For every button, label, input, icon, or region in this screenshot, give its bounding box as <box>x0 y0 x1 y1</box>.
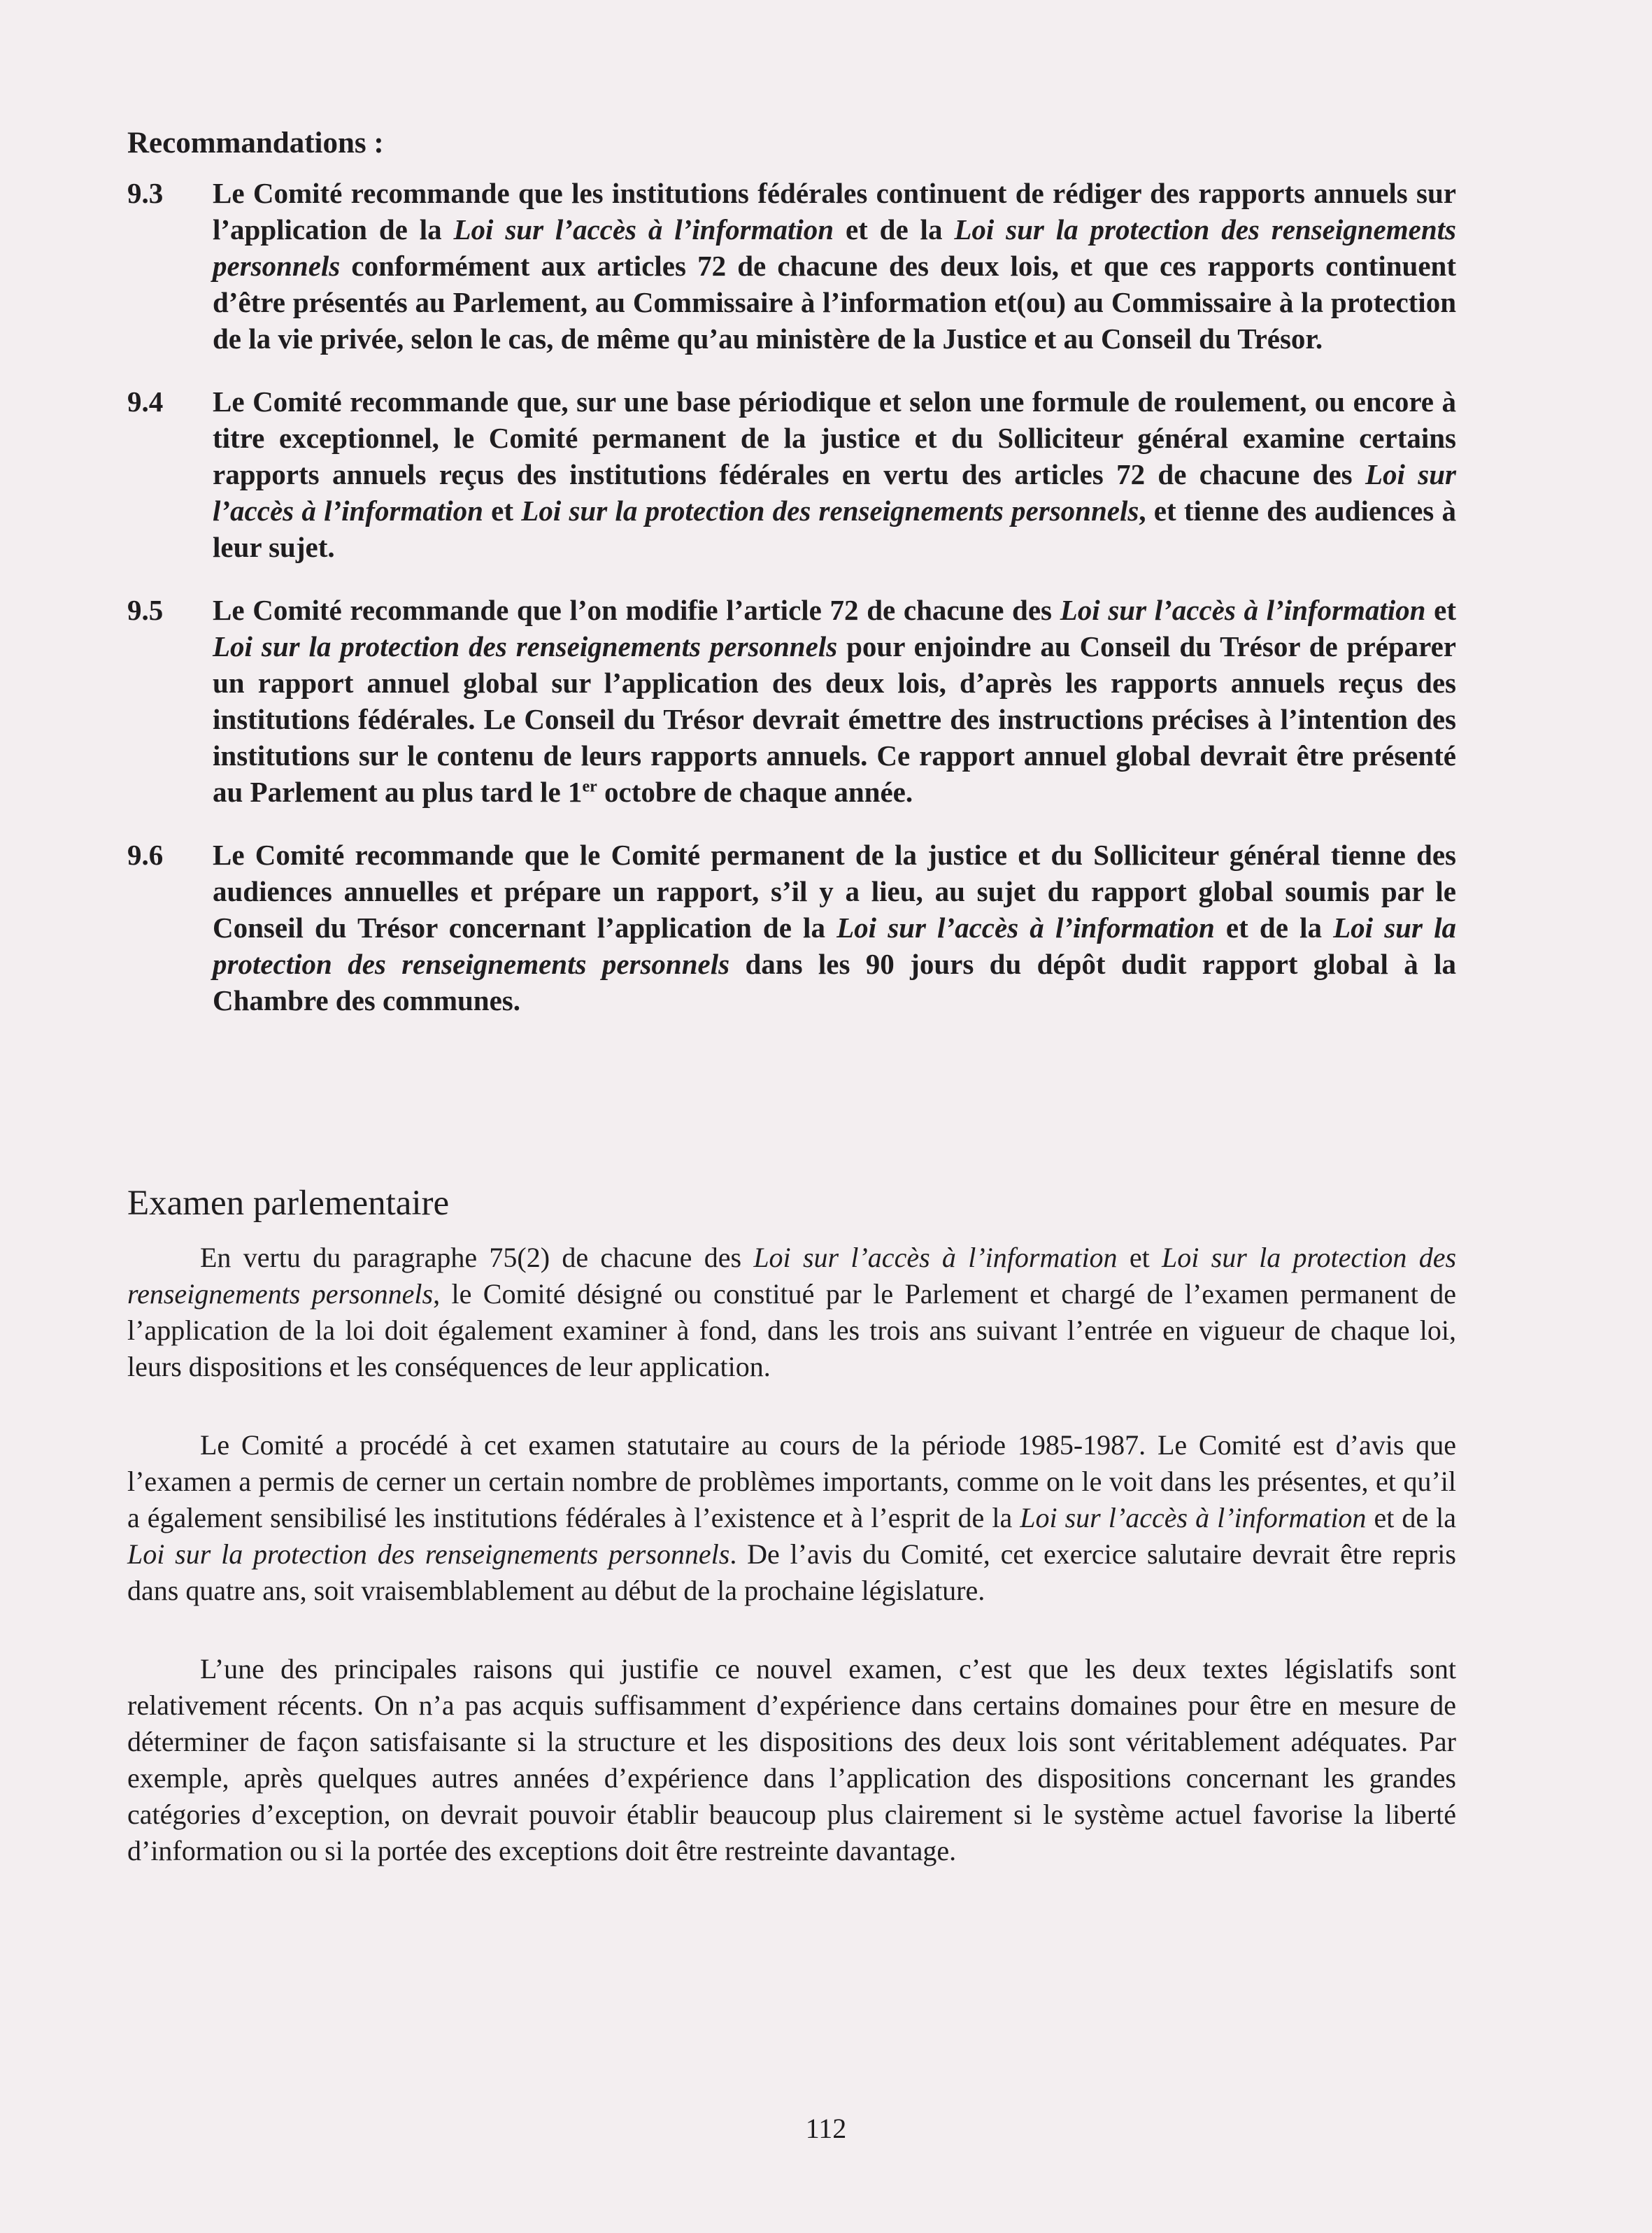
law-title: Loi sur l’accès à l’information <box>836 912 1215 944</box>
text-run: dans les 90 jours du dépôt dudit rapport global à la Chambre des communes. <box>213 948 1456 1016</box>
recommendations-list <box>127 175 1456 1019</box>
text-run: . De l’avis du Comité, cet exercice salutaire devrait être repris dans quatre ans, soit vraisemblablement au début de la prochaine législature. <box>127 1538 1456 1606</box>
text-run: et <box>483 495 522 527</box>
text-run: et de la <box>834 213 955 246</box>
law-title: Loi sur la protection des renseignements personnels <box>127 1242 1457 1310</box>
recommendation-9-5 <box>127 592 1456 810</box>
recommendations-heading: Recommandations : <box>127 127 384 160</box>
page-number: 112 <box>805 2113 847 2144</box>
text-run: Le Comité recommande que les institutions fédérales continuent de rédiger des rapports annuels sur l’application de la <box>213 177 1456 246</box>
text-run: et <box>1425 594 1456 626</box>
recommendation-number: 9.5 <box>127 594 164 626</box>
body-paragraph <box>127 1651 1456 1869</box>
law-title: Loi sur l’accès à l’information <box>1020 1502 1367 1533</box>
recommendation-text <box>213 383 1456 565</box>
text-run: L’une des principales raisons qui justifie ce nouvel examen, c’est que les deux textes législatifs sont relativement récents. On n’a pas acquis suffisamment d’expérience dans certains domaines pour être en mesure de déterminer de façon satisfaisante si la structure et les dispositions des deux lois sont véritablement adéquates. Par exemple, après quelques autres années d’expérience dans l’application des dispositions concernant les grandes catégories d’exception, on devrait pouvoir établir beaucoup plus clairement si le système actuel favorise la liberté d’information ou si la portée des exceptions doit être restreinte davantage. <box>127 1653 1456 1866</box>
recommendation-number: 9.4 <box>127 385 164 418</box>
text-run: Le Comité a procédé à cet examen statutaire au cours de la période 1985-1987. Le Comité est d’avis que l’examen a permis de cerner un certain nombre de problèmes importants, comme on le voit dans les présentes, et qu’il a également sensibilisé les institutions fédérales à l’existence et à l’esprit de la <box>127 1429 1456 1533</box>
section-title: Examen parlementaire <box>127 1184 450 1223</box>
text-run: conformément aux articles 72 de chacune des deux lois, et que ces rapports continuent d’être présentés au Parlement, au Commissaire à l’information et(ou) au Commissaire à la protection de la vie privée, selon le cas, de même qu’au ministère de la Justice et au Conseil du Trésor. <box>213 250 1456 355</box>
recommendation-text <box>213 837 1456 1019</box>
law-title: Loi sur l’accès à l’information <box>213 458 1456 527</box>
law-title: Loi sur l’accès à l’information <box>453 213 834 246</box>
text-run: Le Comité recommande que le Comité permanent de la justice et du Solliciteur général tienne des audiences annuelles et prépare un rapport, s’il y a lieu, au sujet du rapport global soumis par le Conseil du Trésor concernant l’application de la <box>213 839 1456 944</box>
text-run: pour enjoindre au Conseil du Trésor de préparer un rapport annuel global sur l’application des deux lois, d’après les rapports annuels reçus des institutions fédérales. Le Conseil du Trésor devrait émettre des instructions précises à l’intention des institutions sur le contenu de leurs rapports annuels. Ce rapport annuel global devrait être présenté au Parlement au plus tard le 1 <box>213 630 1457 808</box>
law-title: Loi sur la protection des renseignements personnels <box>521 495 1139 527</box>
law-title: Loi sur la protection des renseignements personnels <box>213 213 1456 282</box>
recommendation-9-6 <box>127 837 1456 1019</box>
law-title: Loi sur la protection des renseignements personnels <box>213 912 1456 980</box>
text-run: et <box>1117 1242 1162 1273</box>
recommendation-number: 9.6 <box>127 839 164 871</box>
text-run: En vertu du paragraphe 75(2) de chacune des <box>200 1242 754 1273</box>
body-paragraph <box>127 1427 1456 1609</box>
recommendation-9-3 <box>127 175 1456 357</box>
text-run: , le Comité désigné ou constitué par le Parlement et chargé de l’examen permanent de l’application de la loi doit également examiner à fond, dans les trois ans suivant l’entrée en vigueur de chaque loi, leurs dispositions et les conséquences de leur application. <box>127 1278 1456 1382</box>
law-title: Loi sur l’accès à l’information <box>1060 594 1426 626</box>
law-title: Loi sur la protection des renseignements personnels <box>127 1538 730 1570</box>
text-run: et de la <box>1366 1502 1457 1533</box>
recommendation-number: 9.3 <box>127 177 164 209</box>
text-run: Le Comité recommande que l’on modifie l’article 72 de chacune des <box>213 594 1060 626</box>
ordinal-superscript: er <box>582 777 597 796</box>
recommendation-text <box>213 592 1456 810</box>
recommendation-text <box>213 175 1456 357</box>
law-title: Loi sur la protection des renseignements personnels <box>213 630 838 662</box>
body-paragraph <box>127 1240 1456 1385</box>
recommendation-9-4 <box>127 383 1456 565</box>
page-content <box>127 125 1456 1911</box>
text-run: , et tienne des audiences à leur sujet. <box>213 495 1456 563</box>
law-title: Loi sur l’accès à l’information <box>753 1242 1118 1273</box>
text-run: octobre de chaque année. <box>597 776 913 808</box>
text-run: Le Comité recommande que, sur une base périodique et selon une formule de roulement, ou encore à titre exceptionnel, le Comité permanent de la justice et du Solliciteur général examine certains rapports annuels reçus des institutions fédérales en vertu des articles 72 de chacune des <box>213 385 1456 490</box>
text-run: et de la <box>1214 912 1334 944</box>
